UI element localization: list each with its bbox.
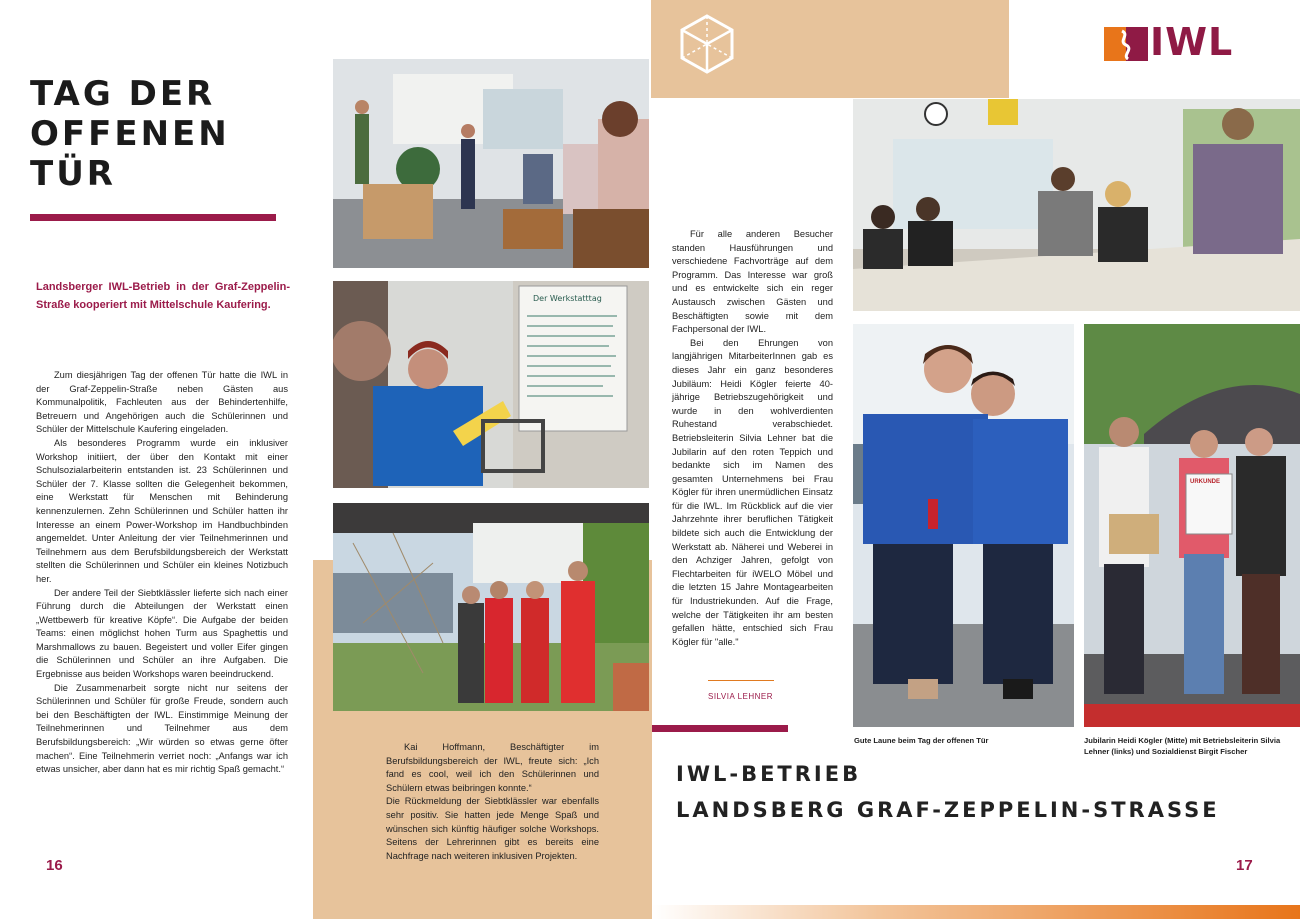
headline-rule [652,725,788,732]
certificate-label: URKUNDE [1190,479,1220,485]
article-column-mid [386,741,599,863]
lead-text: Landsberger IWL-Betrieb in der Graf-Zeppelin-Straße kooperiert mit Mittelschule Kaufering. [36,281,290,311]
flipchart-title: Der Werkstatttag [533,294,602,303]
caption-right: Jubilarin Heidi Kögler (Mitte) mit Betriebsleiterin Silvia Lehner (links) und Sozialdienst Birgit Fischer [1084,736,1281,756]
article-column-1 [36,369,288,777]
page-number-left: 16 [46,857,63,874]
paragraph: Als besonderes Programm wurde ein inklusiver Workshop initiiert, der über den Kontakt mit einer Schulsozialarbeiterin entstanden ist. 23 Schülerinnen und Schüler der 7. Klasse sollten die Gelegenheit bekommen, eine Werkstatt für Menschen mit Behinderung kennenzulernen. Zehn Schülerinnen und Schüler hatten ihr Interesse an einem Power-Workshop im Handbuchbinden angemeldet. Unter Anleitung der vier Teilnehmerinnen und Teilnehmern aus dem Berufsbildungsbereich der Werkstatt stellten die Schülerinnen und Schüler ein kleines Notizbuch her. [36,437,288,584]
paragraph: Kai Hoffmann, Beschäftigter im Berufsbildungsbereich der IWL, freute sich: „Ich fand es cool, weil ich den Schülerinnen und Schülern etwas beibringen konnte.“ [386,742,599,793]
title-rule [30,214,276,221]
iwl-logo [1104,20,1254,64]
paragraph: Bei den Ehrungen von langjährigen MitarbeiterInnen gab es dieses Jahr ein ganz besonderes Jubiläum: Heidi Kögler feierte 40-jährige Betriebszugehörigkeit und wurde in den wohlverdienten Ruhestand verabschiedet. Betriebsleiterin Silvia Lehner bat die Jubilarin auf den roten Teppich und bedankte sich im Namen des gesamten Unternehmens bei Frau Kögler für ihren unermüdlichen Einsatz für die IWL. Im Rückblick auf die vier Jahrzehnte ihrer beruflichen Tätigkeit bildete sich auch die Entwicklung der Werkstatt ab. Näherei und Weberei in den Achziger Jahren, gefolgt von Flechtarbeiten für iWELO Möbel und die letzten 15 Jahre Montagearbeiten für Industriekunden. Auf die Frage, welche der Tätigkeiten ihr am besten gefallen hätte, entschied sich Frau Kögler für "alle." [672,337,833,647]
paragraph: Für alle anderen Besucher standen Hausführungen und verschiedene Fachvorträge auf dem Programm. Das Interesse war groß und es entwickelte sich ein reger Austausch zwischen Gästen und Beschäftigten sowie mit dem Fachpersonal der IWL. [672,229,833,335]
photo-two-women [853,324,1074,727]
photo-certificate [1084,324,1300,727]
page-number-right: 17 [1236,857,1253,874]
author-rule [708,680,774,681]
paragraph: Der andere Teil der Siebtklässler lieferte sich nach einer Führung durch die Abteilungen der Werkstatt einen „Wettbewerb für kreative Köpfe“. Die Aufgabe der beiden Teams: einen möglichst hohen Turm aus Spaghettis und Marshmallows zu bauen. Begeistert und voller Eifer gingen die Schülerinnen und Schüler an ihre Aufgaben. Die Ergebnisse aus beiden Workshops waren beeindruckend. [36,587,288,680]
cube-icon [680,14,734,74]
author-name: SILVIA LEHNER [708,692,774,701]
paragraph: Zum diesjährigen Tag der offenen Tür hatte die IWL in der Graf-Zeppelin-Straße neben Gästen aus Kommunalpolitik, Fachleuten aus der Behindertenhilfe, Betreuern und Angehörigen auch die Schülerinnen und Schüler der Mittelschule Kaufering eingeladen. [36,370,288,435]
paragraph: Die Zusammenarbeit sorgte nicht nur seitens der Schülerinnen und Schüler für große Freude, sondern auch bei den Beschäftigten der IWL. Einstimmige Meinung der Teilnehmerinnen und Teilnehmer aus dem Berufsbildungsbereich: „Wir würden so etwas gerne öfter machen“. Eine Teilnehmerin verriet noch: „Anfangs war ich etwas unsicher, aber dann hat es mir richtig Spaß gemacht.“ [36,682,288,775]
photo-workshop [853,99,1300,311]
section-headline: IWL-BETRIEB LANDSBERG GRAF-ZEPPELIN-STRASSE [676,762,1220,822]
caption-left: Gute Laune beim Tag der offenen Tür [854,736,989,745]
photo-students-outdoor [333,503,649,711]
logo-text: IWL [1150,20,1234,64]
photo-presentation [333,59,649,268]
page-title: TAG DER OFFENEN TÜR [30,74,230,194]
photo-reading [333,281,649,488]
footer-gradient-bar [652,905,1300,919]
article-column-3 [672,228,833,649]
paragraph: Die Rückmeldung der Siebtklässler war ebenfalls sehr positiv. Sie hatten jede Menge Spaß und wünschen sich künftig häufiger solche Workshops. Seitens der Lehrerinnen gibt es bereits eine Nachfrage nach weiteren inklusiven Projekten. [386,796,599,861]
